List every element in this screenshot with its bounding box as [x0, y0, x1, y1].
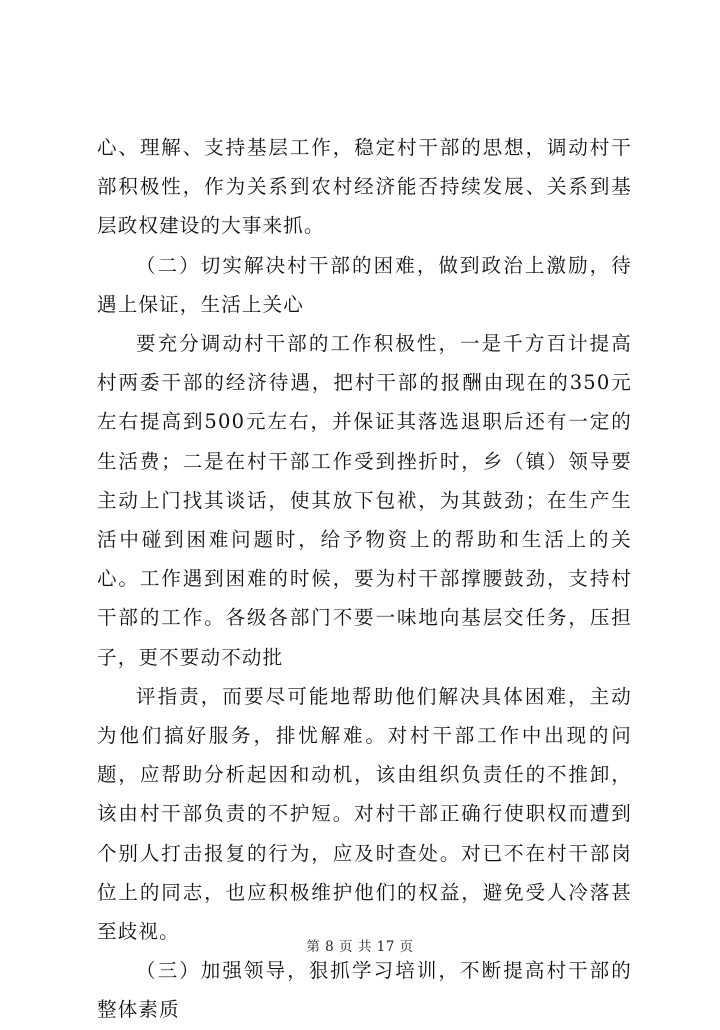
document-body — [97, 128, 632, 1030]
paragraph-continuation: 心、理解、支持基层工作，稳定村干部的思想，调动村干部积极性，作为关系到农村经济能否持续发展、关系到基层政权建设的大事来抓。 — [97, 136, 632, 238]
section-heading-3: （三）加强领导，狠抓学习培训，不断提高村干部的整体素质 — [97, 959, 632, 1022]
page-footer: 第 8 页 共 17 页 — [306, 939, 414, 955]
paragraph-body: 要充分调动村干部的工作积极性，一是千方百计提高村两委干部的经济待遇，把村干部的报酬由现在的350元左右提高到500元左右，并保证其落选退职后还有一定的生活费；二是在村干部工作受到挫折时，乡（镇）领导要主动上门找其谈话，使其放下包袱，为其鼓劲；在生产生活中碰到困难问题时，给予物资上的帮助和生活上的关心。工作遇到困难的时候，要为村干部撑腰鼓劲，支持村干部的工作。各级各部门不要一味地向基层交任务，压担子，更不要动不动批 — [97, 332, 632, 669]
section-heading-2: （二）切实解决村干部的困难，做到政治上激励，待遇上保证，生活上关心 — [97, 253, 632, 316]
paragraph-body: 评指责，而要尽可能地帮助他们解决具体困难，主动为他们搞好服务，排忧解难。对村干部工作中出现的问题，应帮助分析起因和动机，该由组织负责任的不推卸，该由村干部负责的不护短。对村干部正确行使职权而遭到个别人打击报复的行为，应及时查处。对已不在村干部岗位上的同志，也应积极维护他们的权益，避免受人冷落甚至歧视。 — [97, 684, 632, 944]
